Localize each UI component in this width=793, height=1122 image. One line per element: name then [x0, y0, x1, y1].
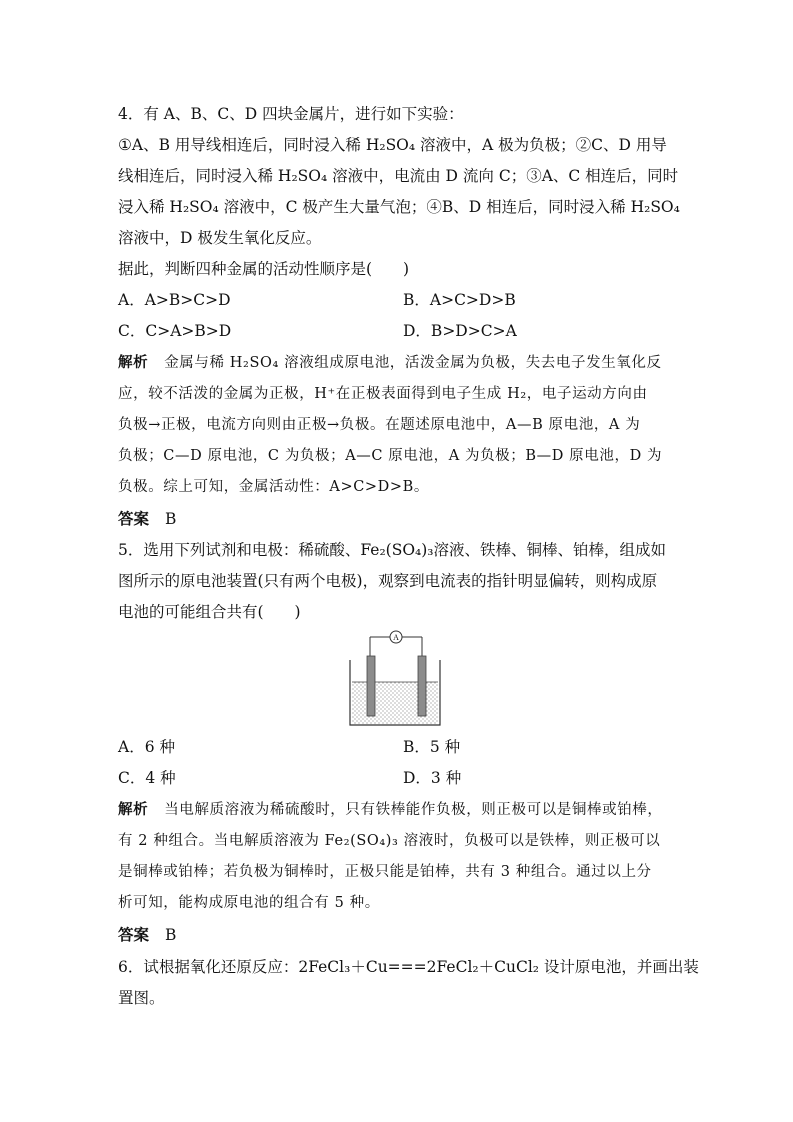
- q4-analysis-label: 解析: [118, 354, 149, 371]
- q4-analysis-row-1: [118, 353, 662, 373]
- q4-line-3: 浸入稀 H₂SO₄ 溶液中，C 极产生大量气泡；④B、D 相连后，同时浸入稀 H₂SO₄: [118, 198, 680, 216]
- q5-option-c: C．4 种: [118, 769, 176, 787]
- q5-answer-value: B: [165, 926, 177, 944]
- q5-line-1: 5．选用下列试剂和电极：稀硫酸、Fe₂(SO₄)₃溶液、铁棒、铜棒、铂棒，组成如: [118, 541, 667, 559]
- q4-line-4: 溶液中，D 极发生氧化反应。: [118, 229, 322, 247]
- ammeter-label: A: [393, 633, 399, 642]
- q4-line-1: ①A、B 用导线相连后，同时浸入稀 H₂SO₄ 溶液中，A 极为负极；②C、D 用导: [118, 136, 667, 154]
- electrode-left: [367, 656, 375, 716]
- galvanic-cell-diagram: [340, 628, 450, 728]
- q5-analysis-line-3: 是铜棒或铂棒；若负极为铜棒时，正极只能是铂棒，共有 3 种组合。通过以上分: [118, 864, 652, 880]
- q5-option-a: A．6 种: [118, 738, 175, 756]
- q4-line-2: 线相连后，同时浸入稀 H₂SO₄ 溶液中，电流由 D 流向 C；③A、C 相连后，同时: [118, 167, 679, 185]
- q4-option-d: D．B>D>C>A: [403, 322, 517, 340]
- q5-option-d: D．3 种: [403, 769, 462, 787]
- q6-line-1: 6．试根据氧化还原反应：2FeCl₃＋Cu===2FeCl₂＋CuCl₂ 设计原电池，并画出装: [118, 958, 699, 976]
- q4-answer-value: B: [165, 510, 177, 528]
- q5-answer-label: 答案: [118, 925, 150, 944]
- electrode-right: [418, 656, 426, 716]
- q4-option-c: C．C>A>B>D: [118, 322, 232, 340]
- q5-analysis-line-4: 析可知，能构成原电池的组合有 5 种。: [118, 895, 380, 911]
- q5-option-b: B．5 种: [403, 738, 461, 756]
- q4-answer-label: 答案: [118, 509, 150, 528]
- q4-option-b: B．A>C>D>B: [403, 291, 516, 309]
- q4-line-5: 据此，判断四种金属的活动性顺序是( ): [118, 260, 410, 278]
- q5-answer-row: [118, 925, 176, 945]
- q4-analysis-line-4: 负极；C—D 原电池，C 为负极；A—C 原电池，A 为负极；B—D 原电池，D 为: [118, 448, 663, 464]
- q5-line-2: 图所示的原电池装置(只有两个电极)，观察到电流表的指针明显偏转，则构成原: [118, 572, 658, 590]
- q4-answer-row: [118, 509, 176, 529]
- q5-line-3: 电池的可能组合共有( ): [118, 603, 301, 621]
- q4-analysis-line-5: 负极。综上可知，金属活动性：A>C>D>B。: [118, 479, 429, 495]
- q5-analysis-line-2: 有 2 种组合。当电解质溶液为 Fe₂(SO₄)₃ 溶液时，负极可以是铁棒，则正极可以: [118, 833, 661, 849]
- q4-analysis-line-3: 负极→正极，电流方向则由正极→负极。在题述原电池中，A—B 原电池，A 为: [118, 417, 641, 433]
- q5-analysis-line-1: 当电解质溶液为稀硫酸时，只有铁棒能作负极，则正极可以是铜棒或铂棒，: [164, 802, 663, 818]
- q4-analysis-line-2: 应，较不活泼的金属为正极，H⁺在正极表面得到电子生成 H₂，电子运动方向由: [118, 386, 648, 402]
- q4-title: 4．有 A、B、C、D 四块金属片，进行如下实验：: [118, 105, 464, 123]
- q6-line-2: 置图。: [118, 989, 165, 1007]
- q5-analysis-label: 解析: [118, 801, 149, 818]
- q4-analysis-line-1: 金属与稀 H₂SO₄ 溶液组成原电池，活泼金属为负极，失去电子发生氧化反: [164, 355, 662, 371]
- q4-option-a: A．A>B>C>D: [118, 291, 231, 309]
- q5-analysis-row-1: [118, 800, 663, 820]
